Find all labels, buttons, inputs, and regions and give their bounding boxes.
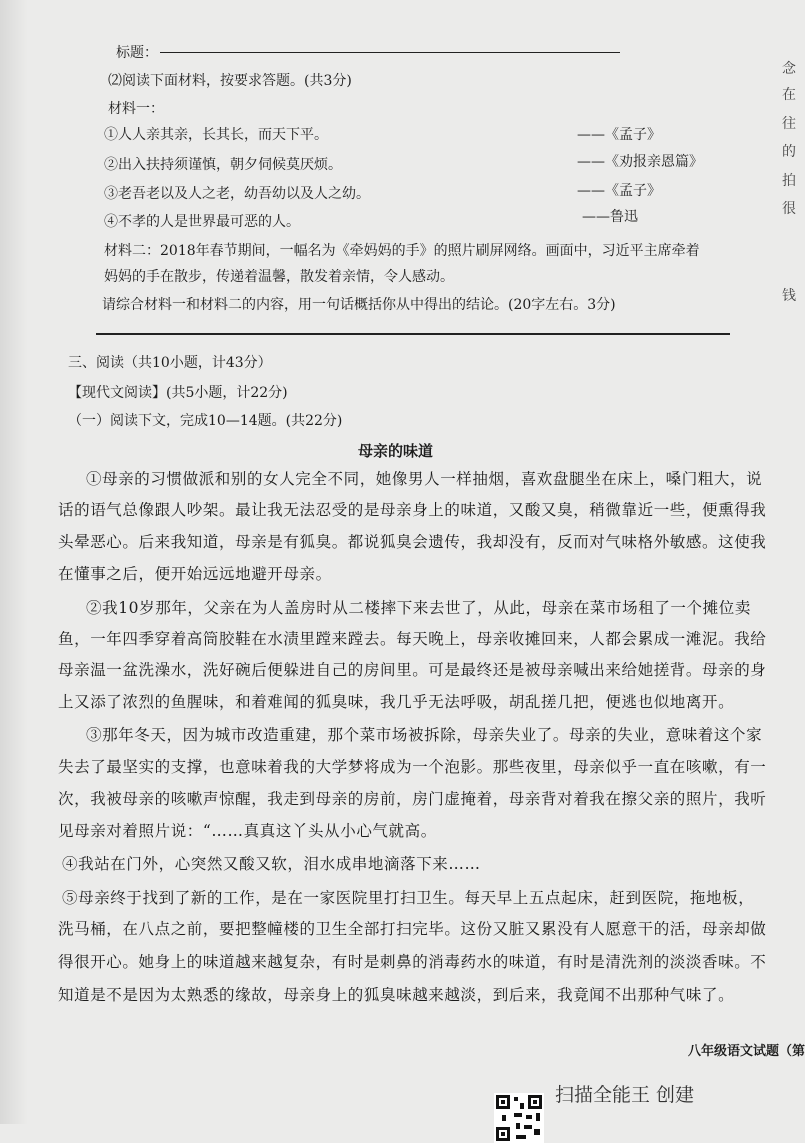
margin-char: 往 — [782, 116, 796, 132]
margin-char: 拍 — [782, 173, 796, 189]
quote-4: ④不孝的人是世界最可恶的人。 — [104, 214, 300, 230]
article-line: ①母亲的习惯做派和别的女人完全不同，她像男人一样抽烟，喜欢盘腿坐在床上，嗓门粗大，说 — [86, 470, 763, 488]
margin-char: 念 — [782, 61, 796, 77]
section-divider — [96, 333, 730, 335]
material1-label: 材料一： — [108, 101, 164, 117]
qr-code-icon — [494, 1093, 544, 1143]
article-line: 话的语气总像跟人吵架。最让我无法忍受的是母亲身上的味道，又酸又臭，稍微靠近一些，便熏得我 — [58, 501, 767, 519]
q2-task: 请综合材料一和材料二的内容，用一句话概括你从中得出的结论。(20字左右。3分) — [102, 297, 616, 313]
article-line: ④我站在门外，心突然又酸又软，泪水成串地滴落下来…… — [62, 855, 481, 873]
article-title: 母亲的味道 — [358, 442, 434, 460]
modern-reading-heading: 【现代文阅读】(共5小题，计22分) — [68, 385, 288, 401]
article-line: ②我10岁那年，父亲在为人盖房时从二楼摔下来去世了，从此，母亲在菜市场租了一个摊位卖 — [86, 599, 751, 617]
article-line: 洗马桶，在八点之前，要把整幢楼的卫生全部打扫完毕。这份又脏又累没有人愿意干的活，母亲却做 — [58, 920, 767, 938]
page-shadow — [0, 0, 28, 1124]
article-line: 见母亲对着照片说：“……真真这丫头从小心气就高。 — [58, 822, 437, 840]
article-line: 鱼，一年四季穿着高筒胶鞋在水渍里蹚来蹚去。每天晚上，母亲收摊回来，人都会累成一滩泥。我给 — [58, 630, 767, 648]
article-line: 失去了最坚实的支撑，也意味着我的大学梦将成为一个泡影。那些夜里，母亲似乎一直在咳嗽，有一 — [58, 758, 767, 776]
quote-2-source: ——《劝报亲恩篇》 — [577, 154, 703, 170]
section3-heading: 三、阅读（共10小题，计43分） — [68, 355, 272, 371]
part-one-heading: （一）阅读下文，完成10—14题。(共22分) — [68, 413, 343, 429]
quote-4-source: ——鲁迅 — [582, 209, 638, 225]
page-footer-label: 八年级语文试题（第 — [688, 1044, 805, 1059]
article-line: 母亲温一盆洗澡水，洗好碗后便躲进自己的房间里。可是最终还是被母亲喊出来给她搓背。母亲的身 — [58, 661, 767, 679]
article-line: ③那年冬天，因为城市改造重建，那个菜市场被拆除，母亲失业了。母亲的失业，意味着这个家 — [86, 726, 763, 744]
material2-line2: 妈妈的手在散步，传递着温馨，散发着亲情，令人感动。 — [104, 269, 454, 285]
margin-char: 钱 — [782, 288, 796, 304]
article-line: 次，我被母亲的咳嗽声惊醒，我走到母亲的房前，房门虚掩着，母亲背对着我在擦父亲的照片，我听 — [58, 790, 767, 808]
margin-char: 很 — [782, 201, 796, 217]
quote-2: ②出入扶持须谨慎，朝夕伺候莫厌烦。 — [104, 157, 342, 173]
article-line: 上又添了浓烈的鱼腥味，和着难闻的狐臭味，我几乎无法呼吸，胡乱搓几把，便逃也似地离开。 — [58, 693, 735, 711]
title-label: 标题： — [116, 45, 158, 61]
quote-3: ③老吾老以及人之老，幼吾幼以及人之幼。 — [104, 186, 370, 202]
margin-char: 的 — [782, 144, 796, 160]
quote-3-source: ——《孟子》 — [577, 183, 661, 199]
material2-line1: 材料二：2018年春节期间，一幅名为《牵妈妈的手》的照片刷屏网络。画面中，习近平主席牵着 — [104, 243, 700, 259]
title-answer-line — [160, 52, 620, 53]
article-line: 得很开心。她身上的味道越来越复杂，有时是刺鼻的消毒药水的味道，有时是清洗剂的淡淡香味。不 — [58, 953, 767, 971]
quote-1: ①人人亲其亲，长其长，而天下平。 — [104, 127, 328, 143]
quote-1-source: ——《孟子》 — [577, 127, 661, 143]
margin-char: 在 — [782, 87, 796, 103]
scanner-watermark: 扫描全能王 创建 — [555, 1084, 695, 1106]
q2-instruction: ⑵阅读下面材料，按要求答题。(共3分) — [108, 73, 352, 89]
article-line: 头晕恶心。后来我知道，母亲是有狐臭。都说狐臭会遗传，我却没有，反而对气味格外敏感。这使我 — [58, 533, 767, 551]
article-line: ⑤母亲终于找到了新的工作，是在一家医院里打扫卫生。每天早上五点起床，赶到医院，拖地板， — [62, 889, 755, 907]
article-line: 知道是不是因为太熟悉的缘故，母亲身上的狐臭味越来越淡，到后来，我竟闻不出那种气味了。 — [58, 986, 735, 1004]
article-line: 在懂事之后，便开始远远地避开母亲。 — [58, 565, 332, 583]
